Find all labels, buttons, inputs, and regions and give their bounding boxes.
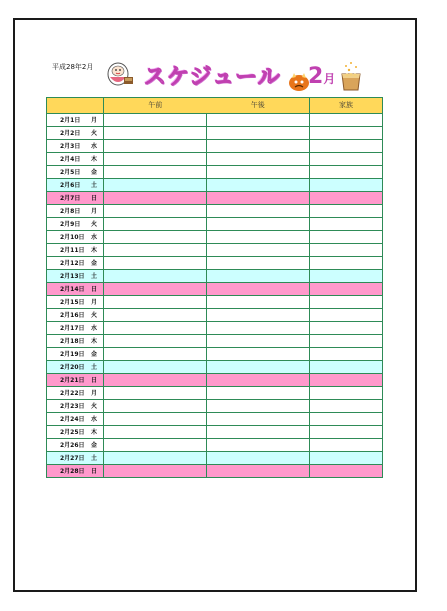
schedule-title: スケジュール	[144, 65, 281, 90]
morning-cell[interactable]	[104, 205, 207, 218]
table-row	[47, 114, 383, 127]
weekday-label: 火	[91, 221, 98, 228]
family-cell[interactable]	[310, 465, 383, 478]
bean-box-icon	[338, 60, 364, 92]
weekday-label: 土	[91, 364, 98, 371]
date-label: 2月14日	[60, 286, 85, 293]
morning-cell[interactable]	[104, 348, 207, 361]
morning-cell[interactable]	[104, 439, 207, 452]
date-label: 2月15日	[60, 299, 85, 306]
table-header-row	[47, 98, 383, 114]
afternoon-cell[interactable]	[207, 374, 310, 387]
weekday-label: 火	[91, 130, 98, 137]
morning-cell[interactable]	[104, 166, 207, 179]
date-cell	[47, 231, 104, 244]
table-row	[47, 335, 383, 348]
date-cell	[47, 244, 104, 257]
afternoon-cell[interactable]	[207, 140, 310, 153]
weekday-label: 月	[91, 390, 98, 397]
morning-cell[interactable]	[104, 231, 207, 244]
family-cell[interactable]	[310, 452, 383, 465]
date-label: 2月9日	[60, 221, 81, 228]
date-label: 2月12日	[60, 260, 85, 267]
morning-cell[interactable]	[104, 192, 207, 205]
table-row	[47, 257, 383, 270]
morning-cell[interactable]	[104, 179, 207, 192]
family-cell[interactable]	[310, 348, 383, 361]
afternoon-cell[interactable]	[207, 361, 310, 374]
afternoon-cell[interactable]	[207, 270, 310, 283]
weekday-label: 木	[91, 338, 98, 345]
afternoon-cell[interactable]	[207, 309, 310, 322]
morning-cell[interactable]	[104, 361, 207, 374]
morning-cell[interactable]	[104, 413, 207, 426]
afternoon-cell[interactable]	[207, 192, 310, 205]
family-cell[interactable]	[310, 387, 383, 400]
table-row	[47, 231, 383, 244]
date-label: 2月7日	[60, 195, 81, 202]
weekday-label: 月	[91, 208, 98, 215]
date-cell	[47, 426, 104, 439]
table-row	[47, 452, 383, 465]
family-cell[interactable]	[310, 231, 383, 244]
date-label: 2月26日	[60, 442, 85, 449]
date-cell	[47, 257, 104, 270]
weekday-label: 金	[91, 260, 98, 267]
oni-mask-icon	[288, 72, 310, 92]
family-cell[interactable]	[310, 322, 383, 335]
date-label: 2月11日	[60, 247, 85, 254]
date-cell	[47, 166, 104, 179]
morning-cell[interactable]	[104, 322, 207, 335]
date-cell	[47, 192, 104, 205]
morning-cell[interactable]	[104, 218, 207, 231]
schedule-body	[47, 114, 383, 478]
date-label: 2月23日	[60, 403, 85, 410]
date-cell	[47, 374, 104, 387]
weekday-label: 日	[91, 468, 98, 475]
table-row	[47, 244, 383, 257]
date-cell	[47, 348, 104, 361]
table-row	[47, 374, 383, 387]
header-date	[47, 98, 104, 114]
table-row	[47, 270, 383, 283]
afternoon-cell[interactable]	[207, 166, 310, 179]
afternoon-cell[interactable]	[207, 114, 310, 127]
family-cell[interactable]	[310, 140, 383, 153]
era-month-label: 平成28年2月	[52, 63, 94, 71]
afternoon-cell[interactable]	[207, 322, 310, 335]
family-cell[interactable]	[310, 283, 383, 296]
afternoon-cell[interactable]	[207, 335, 310, 348]
date-cell	[47, 387, 104, 400]
morning-cell[interactable]	[104, 296, 207, 309]
weekday-label: 金	[91, 169, 98, 176]
weekday-label: 水	[91, 325, 98, 332]
morning-cell[interactable]	[104, 244, 207, 257]
date-label: 2月16日	[60, 312, 85, 319]
family-cell[interactable]	[310, 244, 383, 257]
morning-cell[interactable]	[104, 270, 207, 283]
afternoon-cell[interactable]	[207, 205, 310, 218]
table-row	[47, 413, 383, 426]
family-cell[interactable]	[310, 361, 383, 374]
date-cell	[47, 452, 104, 465]
header-family: 家族	[310, 98, 383, 114]
afternoon-cell[interactable]	[207, 426, 310, 439]
family-cell[interactable]	[310, 192, 383, 205]
family-cell[interactable]	[310, 270, 383, 283]
date-label: 2月24日	[60, 416, 85, 423]
weekday-label: 月	[91, 117, 98, 124]
date-cell	[47, 361, 104, 374]
weekday-label: 月	[91, 299, 98, 306]
family-cell[interactable]	[310, 374, 383, 387]
date-label: 2月4日	[60, 156, 81, 163]
date-label: 2月18日	[60, 338, 85, 345]
morning-cell[interactable]	[104, 114, 207, 127]
table-row	[47, 192, 383, 205]
weekday-label: 金	[91, 442, 98, 449]
date-label: 2月13日	[60, 273, 85, 280]
month-number-digit: 2	[308, 64, 324, 89]
morning-cell[interactable]	[104, 127, 207, 140]
afternoon-cell[interactable]	[207, 296, 310, 309]
afternoon-cell[interactable]	[207, 387, 310, 400]
family-cell[interactable]	[310, 335, 383, 348]
weekday-label: 水	[91, 143, 98, 150]
morning-cell[interactable]	[104, 153, 207, 166]
family-cell[interactable]	[310, 309, 383, 322]
family-cell[interactable]	[310, 400, 383, 413]
family-cell[interactable]	[310, 426, 383, 439]
table-row	[47, 205, 383, 218]
afternoon-cell[interactable]	[207, 218, 310, 231]
afternoon-cell[interactable]	[207, 400, 310, 413]
month-number	[308, 64, 335, 89]
afternoon-cell[interactable]	[207, 283, 310, 296]
date-cell	[47, 140, 104, 153]
table-row	[47, 127, 383, 140]
date-cell	[47, 322, 104, 335]
date-label: 2月20日	[60, 364, 85, 371]
family-cell[interactable]	[310, 413, 383, 426]
date-cell	[47, 439, 104, 452]
morning-cell[interactable]	[104, 452, 207, 465]
family-cell[interactable]	[310, 439, 383, 452]
table-row	[47, 153, 383, 166]
family-cell[interactable]	[310, 179, 383, 192]
weekday-label: 木	[91, 156, 98, 163]
weekday-label: 日	[91, 195, 98, 202]
morning-cell[interactable]	[104, 426, 207, 439]
afternoon-cell[interactable]	[207, 465, 310, 478]
table-row	[47, 166, 383, 179]
weekday-label: 日	[91, 377, 98, 384]
weekday-label: 水	[91, 234, 98, 241]
afternoon-cell[interactable]	[207, 348, 310, 361]
date-cell	[47, 205, 104, 218]
date-label: 2月21日	[60, 377, 85, 384]
table-row	[47, 465, 383, 478]
weekday-label: 日	[91, 286, 98, 293]
date-cell	[47, 270, 104, 283]
family-cell[interactable]	[310, 205, 383, 218]
table-row	[47, 309, 383, 322]
daruma-doll-icon	[104, 57, 136, 89]
date-cell	[47, 127, 104, 140]
family-cell[interactable]	[310, 127, 383, 140]
date-label: 2月10日	[60, 234, 85, 241]
schedule-table	[46, 97, 383, 478]
weekday-label: 金	[91, 351, 98, 358]
family-cell[interactable]	[310, 218, 383, 231]
date-label: 2月22日	[60, 390, 85, 397]
date-cell	[47, 153, 104, 166]
date-cell	[47, 296, 104, 309]
date-cell	[47, 400, 104, 413]
family-cell[interactable]	[310, 257, 383, 270]
weekday-label: 木	[91, 247, 98, 254]
afternoon-cell[interactable]	[207, 231, 310, 244]
weekday-label: 火	[91, 312, 98, 319]
date-label: 2月5日	[60, 169, 81, 176]
morning-cell[interactable]	[104, 283, 207, 296]
afternoon-cell[interactable]	[207, 439, 310, 452]
date-cell	[47, 179, 104, 192]
morning-cell[interactable]	[104, 465, 207, 478]
date-label: 2月6日	[60, 182, 81, 189]
morning-cell[interactable]	[104, 387, 207, 400]
date-cell	[47, 283, 104, 296]
date-cell	[47, 114, 104, 127]
table-row	[47, 387, 383, 400]
afternoon-cell[interactable]	[207, 153, 310, 166]
month-suffix: 月	[323, 72, 336, 86]
table-row	[47, 322, 383, 335]
family-cell[interactable]	[310, 296, 383, 309]
table-row	[47, 296, 383, 309]
table-row	[47, 140, 383, 153]
table-row	[47, 439, 383, 452]
weekday-label: 火	[91, 403, 98, 410]
date-label: 2月1日	[60, 117, 81, 124]
date-cell	[47, 465, 104, 478]
family-cell[interactable]	[310, 166, 383, 179]
afternoon-cell[interactable]	[207, 127, 310, 140]
date-label: 2月8日	[60, 208, 81, 215]
table-row	[47, 348, 383, 361]
family-cell[interactable]	[310, 153, 383, 166]
date-cell	[47, 309, 104, 322]
weekday-label: 水	[91, 416, 98, 423]
morning-cell[interactable]	[104, 309, 207, 322]
date-label: 2月2日	[60, 130, 81, 137]
morning-cell[interactable]	[104, 374, 207, 387]
afternoon-cell[interactable]	[207, 452, 310, 465]
date-label: 2月19日	[60, 351, 85, 358]
table-row	[47, 218, 383, 231]
afternoon-cell[interactable]	[207, 179, 310, 192]
date-cell	[47, 218, 104, 231]
date-label: 2月28日	[60, 468, 85, 475]
header-morning: 午前	[104, 98, 207, 114]
weekday-label: 土	[91, 273, 98, 280]
table-row	[47, 283, 383, 296]
header-afternoon: 午後	[207, 98, 310, 114]
morning-cell[interactable]	[104, 400, 207, 413]
table-row	[47, 361, 383, 374]
weekday-label: 土	[91, 182, 98, 189]
weekday-label: 土	[91, 455, 98, 462]
afternoon-cell[interactable]	[207, 244, 310, 257]
date-label: 2月27日	[60, 455, 85, 462]
morning-cell[interactable]	[104, 335, 207, 348]
date-label: 2月17日	[60, 325, 85, 332]
date-cell	[47, 413, 104, 426]
date-cell	[47, 335, 104, 348]
morning-cell[interactable]	[104, 140, 207, 153]
date-label: 2月25日	[60, 429, 85, 436]
family-cell[interactable]	[310, 114, 383, 127]
afternoon-cell[interactable]	[207, 257, 310, 270]
table-row	[47, 400, 383, 413]
morning-cell[interactable]	[104, 257, 207, 270]
afternoon-cell[interactable]	[207, 413, 310, 426]
weekday-label: 木	[91, 429, 98, 436]
table-row	[47, 426, 383, 439]
date-label: 2月3日	[60, 143, 81, 150]
table-row	[47, 179, 383, 192]
